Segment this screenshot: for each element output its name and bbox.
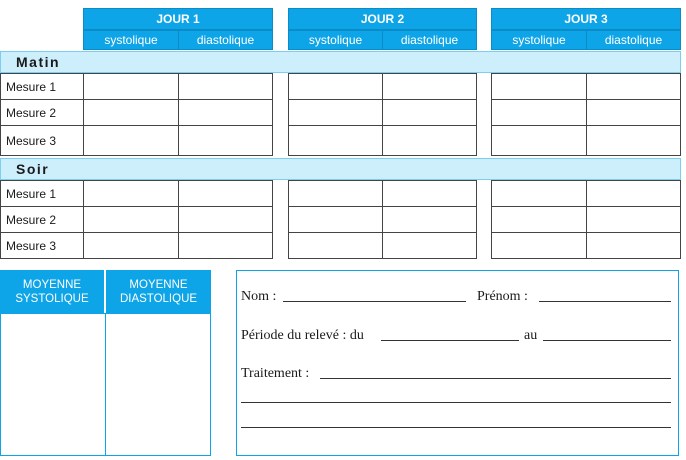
- average-diastolic-line1: MOYENNE: [129, 279, 188, 291]
- cell-evening-3-day2-sys[interactable]: [288, 232, 383, 259]
- cell-evening-1-day3-dia[interactable]: [586, 180, 681, 207]
- cell-morning-3-day2-sys[interactable]: [288, 125, 383, 156]
- cell-morning-3-day3-sys[interactable]: [491, 125, 587, 156]
- period-label: Période du relevé : du: [241, 328, 364, 343]
- section-band-evening: [0, 158, 681, 180]
- name-field-line[interactable]: [283, 301, 466, 302]
- cell-evening-2-day3-sys[interactable]: [491, 206, 587, 233]
- period-to-label: au: [524, 328, 538, 343]
- cell-evening-3-day3-dia[interactable]: [586, 232, 681, 259]
- cell-evening-1-day3-sys[interactable]: [491, 180, 587, 207]
- average-systolic-header: [0, 270, 104, 314]
- cell-morning-3-day3-dia[interactable]: [586, 125, 681, 156]
- average-diastolic-line2: DIASTOLIQUE: [119, 293, 198, 305]
- cell-morning-1-day2-sys[interactable]: [288, 73, 383, 100]
- row-label-evening-2: Mesure 2: [0, 206, 84, 233]
- cell-morning-3-day2-dia[interactable]: [382, 125, 477, 156]
- cell-evening-2-day1-dia[interactable]: [178, 206, 273, 233]
- subheader-day2-systolic: systolique: [288, 30, 383, 50]
- cell-morning-2-day1-sys[interactable]: [83, 99, 179, 126]
- cell-morning-2-day3-sys[interactable]: [491, 99, 587, 126]
- subheader-day1-systolic: systolique: [83, 30, 179, 50]
- name-label: Nom :: [241, 289, 277, 304]
- firstname-field-line[interactable]: [539, 301, 671, 302]
- cell-morning-2-day1-dia[interactable]: [178, 99, 273, 126]
- row-label-evening-3: Mesure 3: [0, 232, 84, 259]
- subheader-day3-diastolic: diastolique: [586, 30, 681, 50]
- treatment-field-line-3[interactable]: [241, 427, 671, 428]
- cell-morning-1-day3-sys[interactable]: [491, 73, 587, 100]
- cell-morning-1-day1-sys[interactable]: [83, 73, 179, 100]
- section-band-morning: [0, 51, 681, 73]
- cell-evening-1-day2-dia[interactable]: [382, 180, 477, 207]
- treatment-field-line-1[interactable]: [320, 378, 671, 379]
- cell-evening-3-day2-dia[interactable]: [382, 232, 477, 259]
- average-systolic-value-box[interactable]: [0, 313, 106, 456]
- average-systolic-line2: SYSTOLIQUE: [15, 293, 89, 305]
- average-diastolic-value-box[interactable]: [105, 313, 211, 456]
- patient-info-box: [236, 270, 679, 456]
- cell-evening-3-day1-sys[interactable]: [83, 232, 179, 259]
- section-title-evening: Soir: [16, 161, 50, 177]
- day-header-2: JOUR 2: [288, 8, 477, 30]
- cell-morning-2-day2-dia[interactable]: [382, 99, 477, 126]
- cell-evening-1-day1-sys[interactable]: [83, 180, 179, 207]
- cell-evening-2-day1-sys[interactable]: [83, 206, 179, 233]
- cell-morning-1-day3-dia[interactable]: [586, 73, 681, 100]
- treatment-label: Traitement :: [241, 366, 310, 381]
- row-label-morning-1: Mesure 1: [0, 73, 84, 100]
- cell-morning-1-day2-dia[interactable]: [382, 73, 477, 100]
- day-header-1: JOUR 1: [83, 8, 273, 30]
- cell-morning-3-day1-sys[interactable]: [83, 125, 179, 156]
- average-systolic-line1: MOYENNE: [22, 279, 82, 291]
- cell-morning-2-day2-sys[interactable]: [288, 99, 383, 126]
- cell-evening-2-day2-dia[interactable]: [382, 206, 477, 233]
- cell-morning-3-day1-dia[interactable]: [178, 125, 273, 156]
- cell-morning-2-day3-dia[interactable]: [586, 99, 681, 126]
- treatment-field-line-2[interactable]: [241, 402, 671, 403]
- firstname-label: Prénom :: [477, 289, 528, 304]
- cell-evening-3-day1-dia[interactable]: [178, 232, 273, 259]
- subheader-day1-diastolic: diastolique: [178, 30, 273, 50]
- day-header-3: JOUR 3: [491, 8, 681, 30]
- average-diastolic-header: [106, 270, 211, 314]
- period-from-field-line[interactable]: [381, 340, 519, 341]
- cell-evening-1-day1-dia[interactable]: [178, 180, 273, 207]
- cell-evening-2-day2-sys[interactable]: [288, 206, 383, 233]
- cell-evening-1-day2-sys[interactable]: [288, 180, 383, 207]
- row-label-evening-1: Mesure 1: [0, 180, 84, 207]
- subheader-day2-diastolic: diastolique: [382, 30, 477, 50]
- row-label-morning-2: Mesure 2: [0, 99, 84, 126]
- cell-evening-3-day3-sys[interactable]: [491, 232, 587, 259]
- cell-morning-1-day1-dia[interactable]: [178, 73, 273, 100]
- period-to-field-line[interactable]: [543, 340, 671, 341]
- row-label-morning-3: Mesure 3: [0, 125, 84, 156]
- subheader-day3-systolic: systolique: [491, 30, 587, 50]
- cell-evening-2-day3-dia[interactable]: [586, 206, 681, 233]
- section-title-morning: Matin: [16, 54, 61, 70]
